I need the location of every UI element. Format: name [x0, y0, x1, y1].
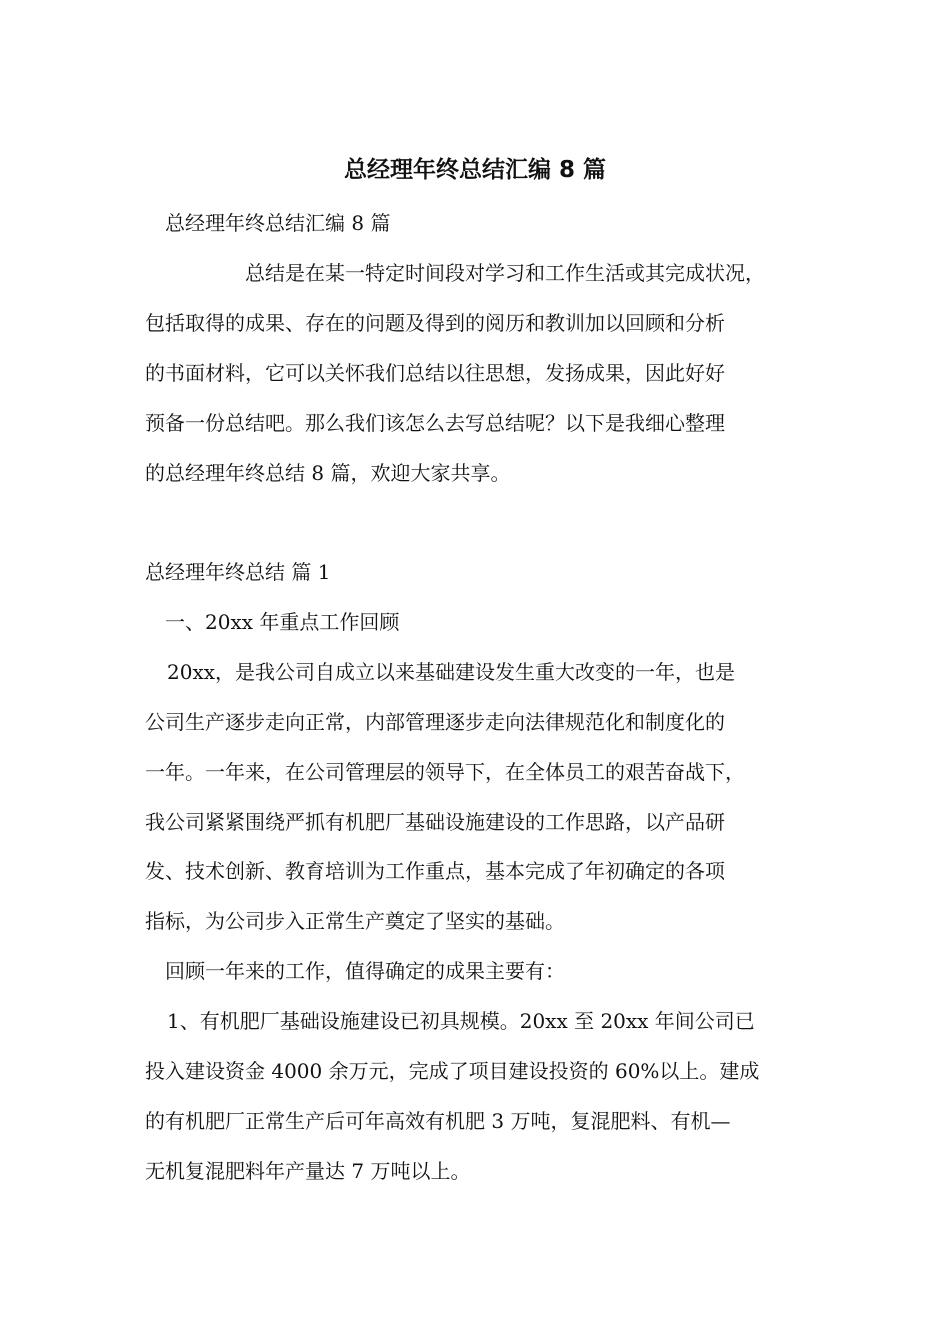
document-title: 总经理年终总结汇编 8 篇 — [343, 157, 607, 183]
body-line: 1、有机肥厂基础设施建设已初具规模。20xx 至 20xx 年间公司已 — [167, 1009, 755, 1033]
body-line: 指标，为公司步入正常生产奠定了坚实的基础。 — [145, 909, 565, 933]
intro-line: 包括取得的成果、存在的问题及得到的阅历和教训加以回顾和分析 — [145, 311, 725, 335]
section-heading: 总经理年终总结 篇 1 — [145, 560, 331, 584]
intro-line: 总结是在某一特定时间段对学习和工作生活或其完成状况， — [245, 261, 765, 285]
body-line: 投入建设资金 4000 余万元，完成了项目建设投资的 60%以上。建成 — [145, 1059, 760, 1083]
body-line: 我公司紧紧围绕严抓有机肥厂基础设施建设的工作思路，以产品研 — [145, 810, 725, 834]
intro-line: 的书面材料，它可以关怀我们总结以往思想，发扬成果，因此好好 — [145, 361, 725, 385]
document-subtitle: 总经理年终总结汇编 8 篇 — [165, 211, 391, 235]
section-subheading: 一、20xx 年重点工作回顾 — [165, 610, 400, 634]
body-line: 公司生产逐步走向正常，内部管理逐步走向法律规范化和制度化的 — [145, 710, 725, 734]
intro-line: 的总经理年终总结 8 篇，欢迎大家共享。 — [145, 461, 511, 485]
body-line: 一年。一年来，在公司管理层的领导下，在全体员工的艰苦奋战下， — [145, 760, 745, 784]
body-line: 无机复混肥料年产量达 7 万吨以上。 — [145, 1159, 471, 1183]
body-line: 20xx，是我公司自成立以来基础建设发生重大改变的一年，也是 — [167, 660, 736, 684]
intro-line: 预备一份总结吧。那么我们该怎么去写总结呢？以下是我细心整理 — [145, 411, 725, 435]
body-line: 发、技术创新、教育培训为工作重点，基本完成了年初确定的各项 — [145, 859, 725, 883]
body-line: 的有机肥厂正常生产后可年高效有机肥 3 万吨，复混肥料、有机— — [145, 1109, 731, 1133]
body-line: 回顾一年来的工作，值得确定的成果主要有： — [165, 959, 565, 983]
